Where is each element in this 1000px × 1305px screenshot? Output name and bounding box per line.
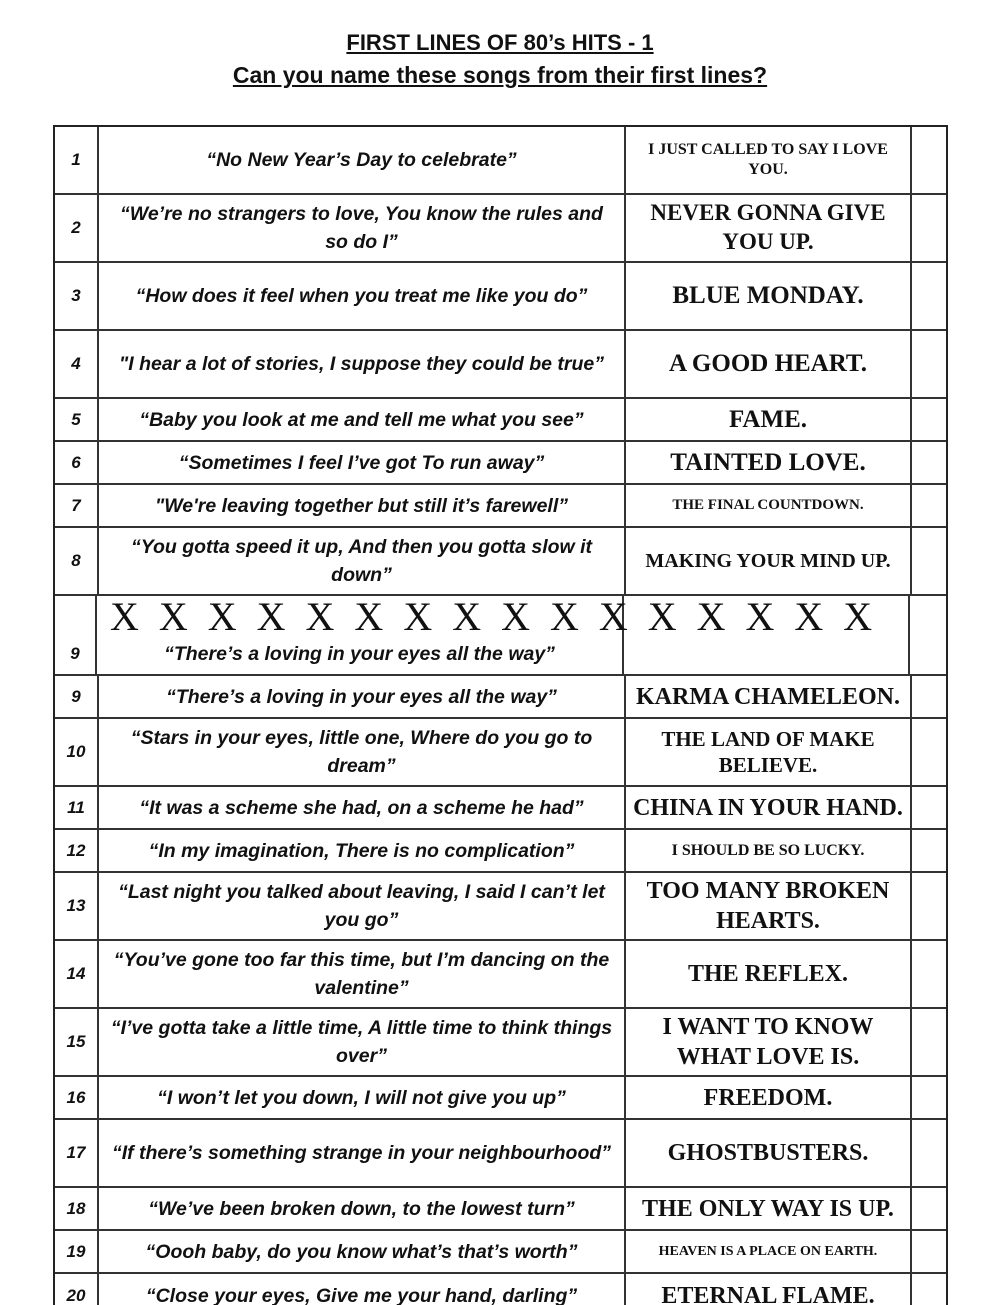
song-first-line: “Oooh baby, do you know what’s that’s worth” xyxy=(99,1231,626,1272)
song-first-line: “There’s a loving in your eyes all the way” xyxy=(99,676,626,717)
answer-cell[interactable]: ETERNAL FLAME. xyxy=(626,1274,912,1305)
question-number: 12 xyxy=(55,830,99,871)
question-number: 11 xyxy=(55,787,99,828)
table-row xyxy=(55,1231,946,1274)
table-row xyxy=(55,830,946,873)
table-row xyxy=(55,442,946,485)
strike-through-marks: XXXXXXXXXXXXXXXX xyxy=(110,594,893,639)
score-cell[interactable] xyxy=(912,1188,946,1229)
table-row xyxy=(55,873,946,941)
song-first-line: “We’ve been broken down, to the lowest turn” xyxy=(99,1188,626,1229)
answer-cell[interactable]: THE ONLY WAY IS UP. xyxy=(626,1188,912,1229)
sheet-subtitle: Can you name these songs from their first lines? xyxy=(232,62,768,88)
score-cell[interactable] xyxy=(912,399,946,440)
question-number: 4 xyxy=(55,331,99,397)
sheet-title: FIRST LINES OF 80’s HITS - 1 xyxy=(346,30,654,55)
answer-cell[interactable]: FREEDOM. xyxy=(626,1077,912,1118)
score-cell[interactable] xyxy=(912,719,946,785)
score-cell[interactable] xyxy=(912,941,946,1007)
answer-cell[interactable]: I WANT TO KNOW WHAT LOVE IS. xyxy=(626,1009,912,1075)
table-row xyxy=(55,1077,946,1120)
song-first-line: “Sometimes I feel I’ve got To run away” xyxy=(99,442,626,483)
song-first-line: “Stars in your eyes, little one, Where do you go to dream” xyxy=(99,719,626,785)
question-number: 10 xyxy=(55,719,99,785)
score-cell[interactable] xyxy=(910,596,946,674)
score-cell[interactable] xyxy=(912,331,946,397)
quiz-table xyxy=(53,125,948,1305)
score-cell[interactable] xyxy=(912,1231,946,1272)
score-cell[interactable] xyxy=(912,1009,946,1075)
question-number: 14 xyxy=(55,941,99,1007)
answer-cell[interactable]: I SHOULD BE SO LUCKY. xyxy=(626,830,912,871)
question-number: 6 xyxy=(55,442,99,483)
song-first-line: “I won’t let you down, I will not give you up” xyxy=(99,1077,626,1118)
answer-cell[interactable]: THE FINAL COUNTDOWN. xyxy=(626,485,912,526)
answer-cell[interactable]: I JUST CALLED TO SAY I LOVE YOU. xyxy=(626,127,912,193)
answer-cell[interactable]: GHOSTBUSTERS. xyxy=(626,1120,912,1186)
answer-cell[interactable]: TOO MANY BROKEN HEARTS. xyxy=(626,873,912,939)
song-first-line: “Last night you talked about leaving, I said I can’t let you go” xyxy=(99,873,626,939)
song-first-line: "We're leaving together but still it’s farewell” xyxy=(99,485,626,526)
score-cell[interactable] xyxy=(912,127,946,193)
score-cell[interactable] xyxy=(912,676,946,717)
question-number: 9 xyxy=(55,676,99,717)
question-number: 13 xyxy=(55,873,99,939)
score-cell[interactable] xyxy=(912,1120,946,1186)
answer-cell[interactable]: MAKING YOUR MIND UP. xyxy=(626,528,912,594)
score-cell[interactable] xyxy=(912,873,946,939)
score-cell[interactable] xyxy=(912,195,946,261)
answer-cell[interactable]: BLUE MONDAY. xyxy=(626,263,912,329)
question-number: 5 xyxy=(55,399,99,440)
song-first-line: “It was a scheme she had, on a scheme he had” xyxy=(99,787,626,828)
score-cell[interactable] xyxy=(912,787,946,828)
question-number: 16 xyxy=(55,1077,99,1118)
answer-cell[interactable]: THE REFLEX. xyxy=(626,941,912,1007)
question-number: 2 xyxy=(55,195,99,261)
song-first-line: “You’ve gone too far this time, but I’m dancing on the valentine” xyxy=(99,941,626,1007)
song-first-line: “We’re no strangers to love, You know the rules and so do I” xyxy=(99,195,626,261)
score-cell[interactable] xyxy=(912,485,946,526)
question-number: 17 xyxy=(55,1120,99,1186)
answer-cell[interactable]: HEAVEN IS A PLACE ON EARTH. xyxy=(626,1231,912,1272)
answer-cell[interactable]: FAME. xyxy=(626,399,912,440)
song-first-line: “No New Year’s Day to celebrate” xyxy=(99,127,626,193)
score-cell[interactable] xyxy=(912,263,946,329)
song-first-line: “If there’s something strange in your neighbourhood” xyxy=(99,1120,626,1186)
score-cell[interactable] xyxy=(912,830,946,871)
score-cell[interactable] xyxy=(912,1274,946,1305)
score-cell[interactable] xyxy=(912,442,946,483)
question-number: 8 xyxy=(55,528,99,594)
answer-cell[interactable]: CHINA IN YOUR HAND. xyxy=(626,787,912,828)
song-first-line: “There’s a loving in your eyes all the way” xyxy=(97,596,624,674)
question-number: 3 xyxy=(55,263,99,329)
question-number: 7 xyxy=(55,485,99,526)
score-cell[interactable] xyxy=(912,528,946,594)
table-row xyxy=(55,127,946,195)
answer-cell[interactable]: A GOOD HEART. xyxy=(626,331,912,397)
song-first-line: “I’ve gotta take a little time, A little time to think things over” xyxy=(99,1009,626,1075)
table-row xyxy=(55,1188,946,1231)
table-row xyxy=(55,941,946,1009)
song-first-line: “How does it feel when you treat me like you do” xyxy=(99,263,626,329)
table-row xyxy=(55,1274,946,1305)
answer-cell[interactable]: TAINTED LOVE. xyxy=(626,442,912,483)
table-row xyxy=(55,399,946,442)
question-number: 1 xyxy=(55,127,99,193)
song-first-line: “Close your eyes, Give me your hand, darling” xyxy=(99,1274,626,1305)
table-row xyxy=(55,331,946,399)
table-row xyxy=(55,528,946,596)
table-row xyxy=(55,485,946,528)
answer-cell[interactable]: NEVER GONNA GIVE YOU UP. xyxy=(626,195,912,261)
question-number: 9 xyxy=(55,596,97,674)
table-row xyxy=(55,1009,946,1077)
question-number: 19 xyxy=(55,1231,99,1272)
struck-table-row xyxy=(55,596,946,676)
question-number: 20 xyxy=(55,1274,99,1305)
table-row xyxy=(55,676,946,719)
answer-cell[interactable]: KARMA CHAMELEON. xyxy=(626,676,912,717)
table-row xyxy=(55,195,946,263)
table-row xyxy=(55,1120,946,1188)
answer-cell[interactable]: THE LAND OF MAKE BELIEVE. xyxy=(626,719,912,785)
song-first-line: “Baby you look at me and tell me what you see” xyxy=(99,399,626,440)
song-first-line: “You gotta speed it up, And then you gotta slow it down” xyxy=(99,528,626,594)
table-row xyxy=(55,787,946,830)
answer-cell[interactable] xyxy=(624,596,910,674)
question-number: 15 xyxy=(55,1009,99,1075)
question-number: 18 xyxy=(55,1188,99,1229)
song-first-line: "I hear a lot of stories, I suppose they could be true” xyxy=(99,331,626,397)
score-cell[interactable] xyxy=(912,1077,946,1118)
song-first-line: “In my imagination, There is no complication” xyxy=(99,830,626,871)
table-row xyxy=(55,719,946,787)
table-row xyxy=(55,263,946,331)
